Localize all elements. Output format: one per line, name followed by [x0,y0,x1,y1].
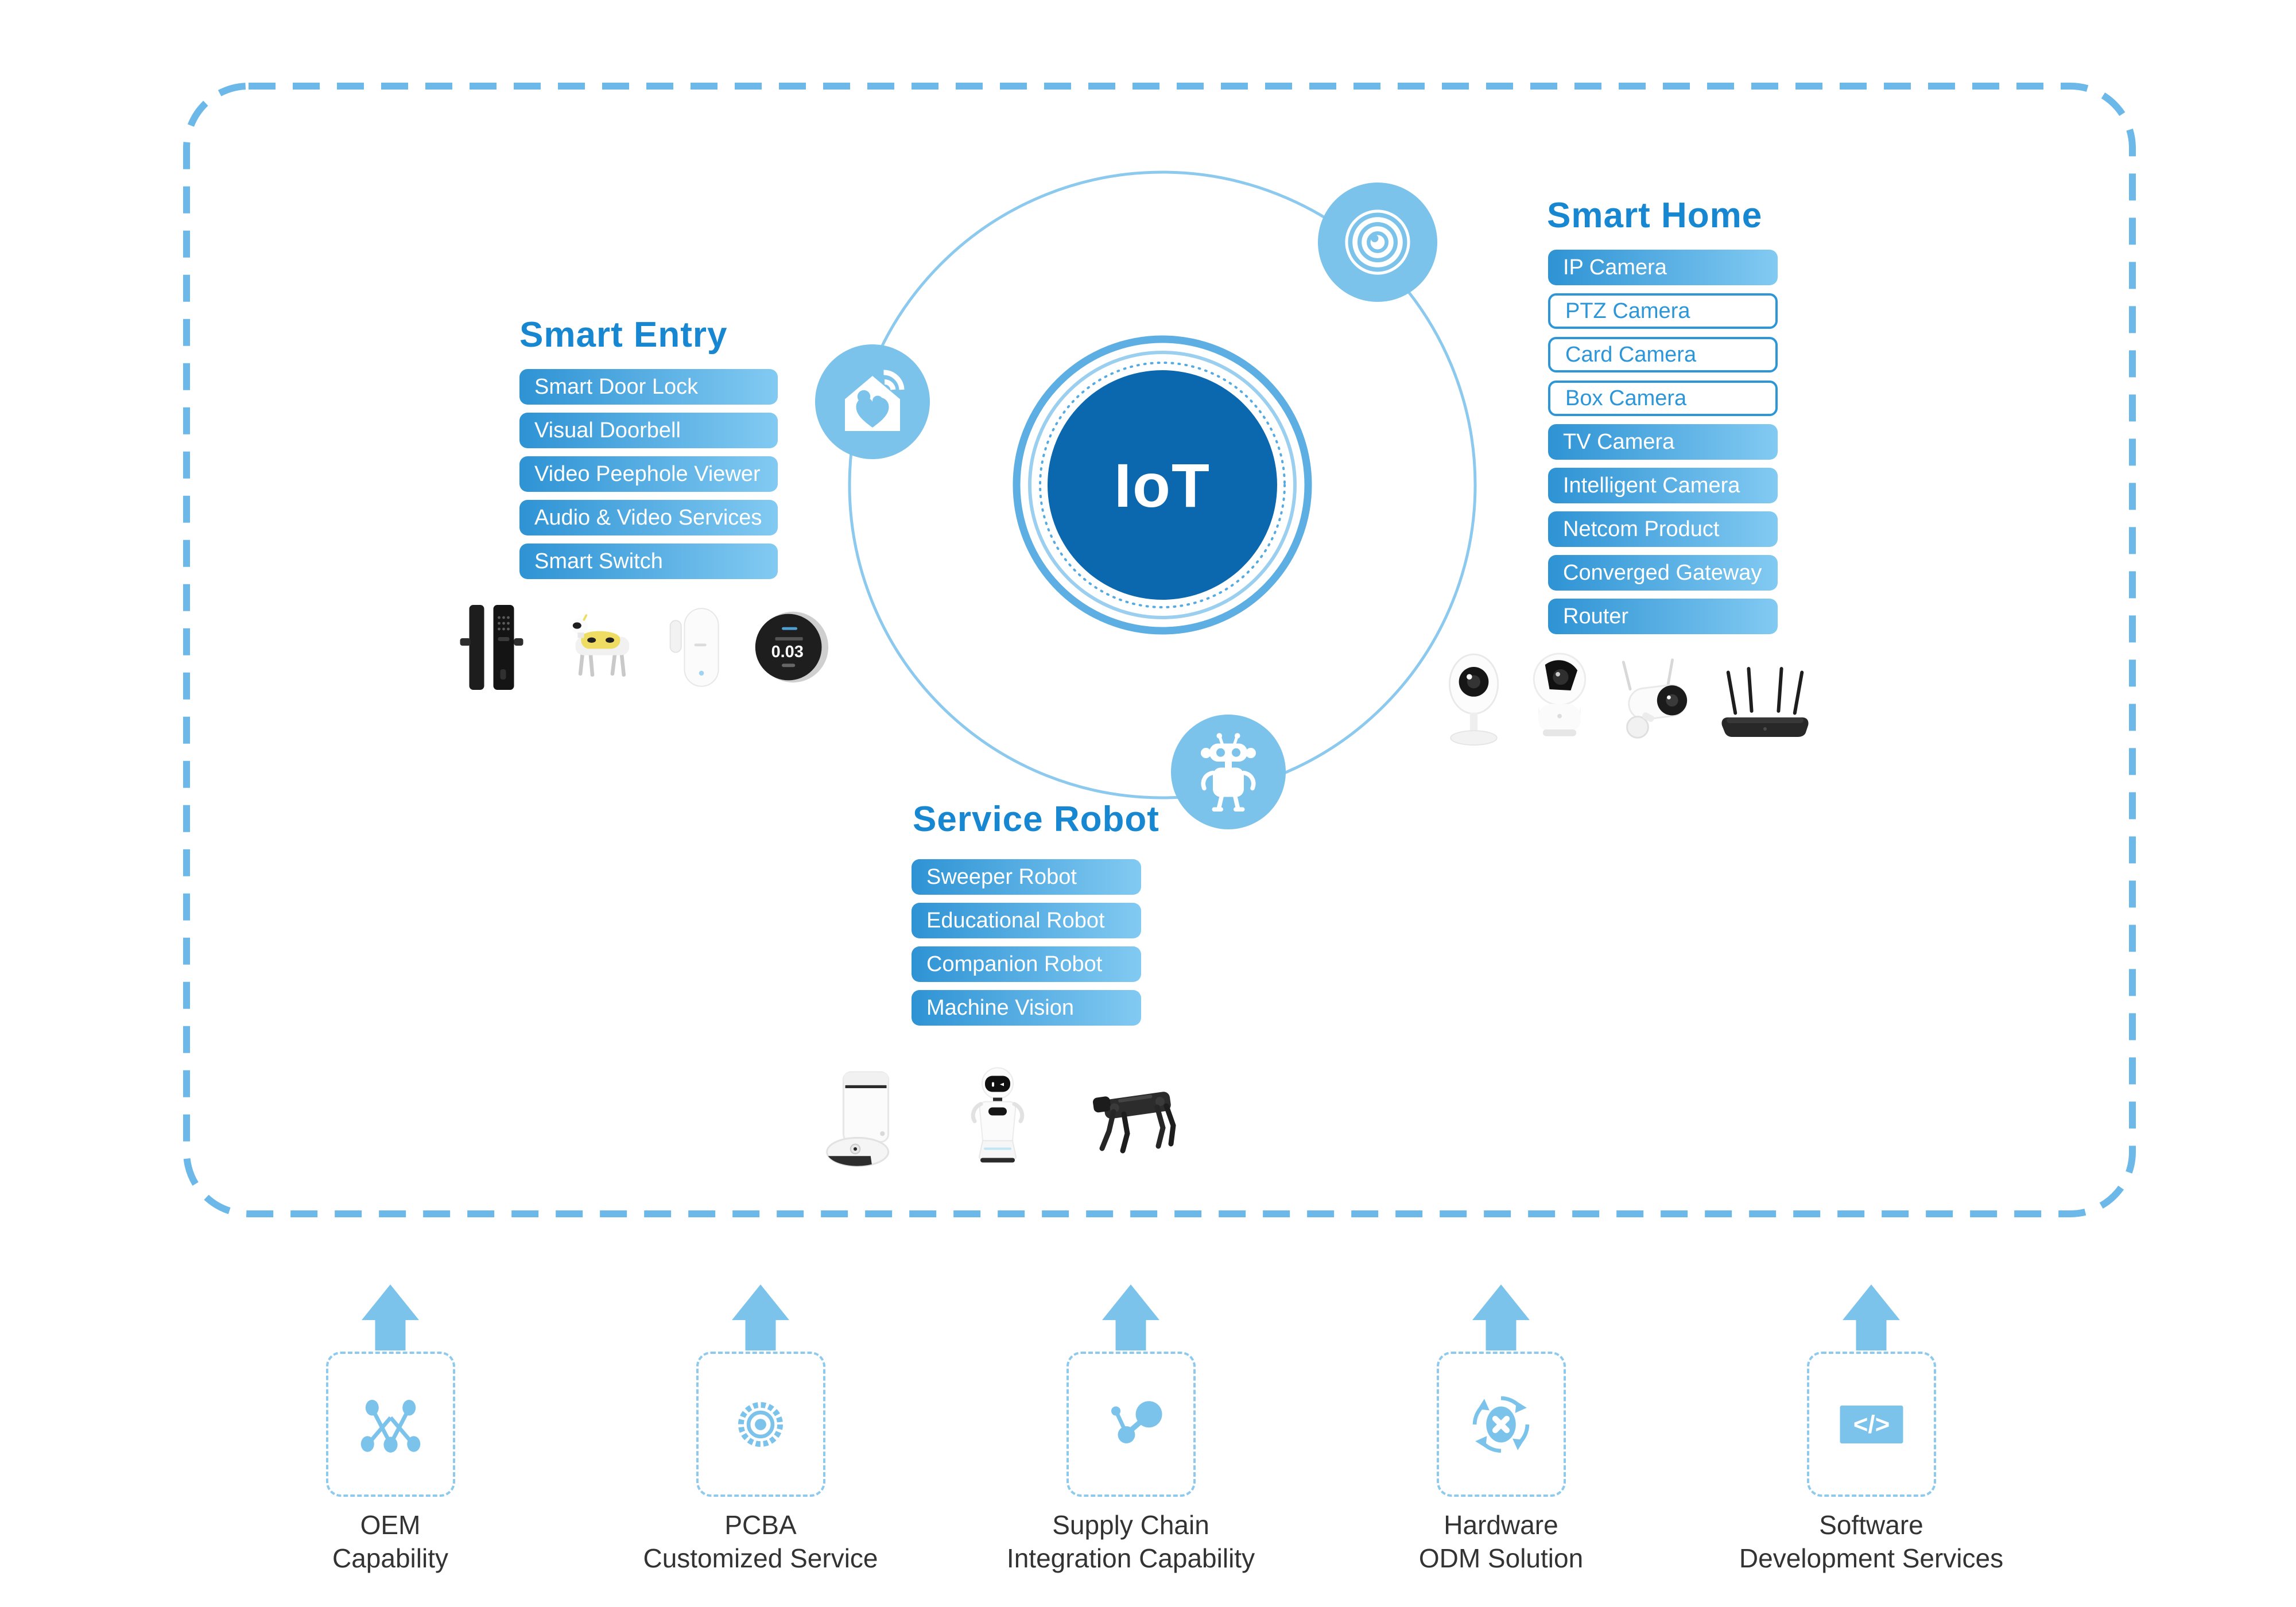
smart-entry-devices [456,597,829,697]
door-sensor [666,604,726,690]
list-item: IP Camera [1548,250,1778,285]
ptz-camera [1525,650,1594,751]
list-item: Converged Gateway [1548,555,1778,591]
svg-text:</>: </> [1853,1410,1890,1438]
smart-home-house-icon [815,344,930,459]
service-robot-list [912,859,1141,1026]
robot-dog-black [1085,1076,1188,1162]
up-arrow-icon [1102,1284,1159,1350]
network-nodes-icon [358,1391,424,1457]
smart-entry-title: Smart Entry [519,315,728,355]
capability-supply-chain [953,1284,1309,1575]
up-arrow-icon [1472,1284,1530,1350]
up-arrow-icon [1843,1284,1900,1350]
list-item: Smart Switch [519,544,778,579]
smart-home-list [1548,250,1778,634]
capability-box [326,1352,455,1497]
outdoor-camera [1612,656,1698,745]
capability-hardware-odm [1323,1284,1679,1575]
capability-label: OEM Capability [332,1510,448,1573]
capability-pcba [583,1284,938,1575]
air-quality-monitor [752,608,829,686]
capability-box [1437,1352,1566,1497]
smart-home-devices [1441,646,1814,755]
robot-dog-yellow [554,611,640,683]
smart-home-title: Smart Home [1547,196,1763,235]
linked-nodes-icon [1098,1391,1164,1457]
list-item: Router [1548,599,1778,634]
capability-oem [212,1284,568,1575]
sweeper-robot [821,1068,910,1171]
up-arrow-icon [362,1284,419,1350]
list-item: Audio & Video Services [519,500,778,535]
service-robot-devices [821,1062,1188,1177]
list-item: Netcom Product [1548,511,1778,547]
list-item: Visual Doorbell [519,413,778,448]
list-item: Card Camera [1548,337,1778,372]
list-item: Companion Robot [912,946,1141,982]
list-item: PTZ Camera [1548,293,1778,329]
capability-label: Supply Chain Integration Capability [1006,1510,1255,1573]
list-item: Educational Robot [912,903,1141,938]
list-item: TV Camera [1548,424,1778,460]
iot-center-label: IoT [1114,450,1211,520]
list-item: Smart Door Lock [519,369,778,405]
svg-text:0.03: 0.03 [771,642,804,661]
robot-icon [1171,715,1286,829]
gear-icon [729,1393,792,1456]
smart-door-lock [456,601,528,693]
capability-box [696,1352,825,1497]
camera-lens-icon [1318,183,1437,302]
router [1716,660,1814,740]
list-item: Video Peephole Viewer [519,456,778,492]
list-item: Intelligent Camera [1548,468,1778,503]
ip-camera [1441,650,1507,751]
code-icon [1836,1393,1907,1456]
cycle-x-icon [1469,1392,1533,1457]
humanoid-robot [963,1065,1032,1174]
list-item: Sweeper Robot [912,859,1141,895]
list-item: Machine Vision [912,990,1141,1026]
capability-box [1807,1352,1936,1497]
smart-entry-list [519,369,778,579]
capability-label: PCBA Customized Service [643,1510,878,1573]
service-robot-title: Service Robot [913,799,1159,839]
capability-label: Hardware ODM Solution [1418,1510,1584,1573]
capability-label: Software Development Services [1739,1510,2004,1573]
list-item: Box Camera [1548,381,1778,416]
up-arrow-icon [732,1284,789,1350]
capability-software [1693,1284,2049,1575]
capability-box [1066,1352,1196,1497]
